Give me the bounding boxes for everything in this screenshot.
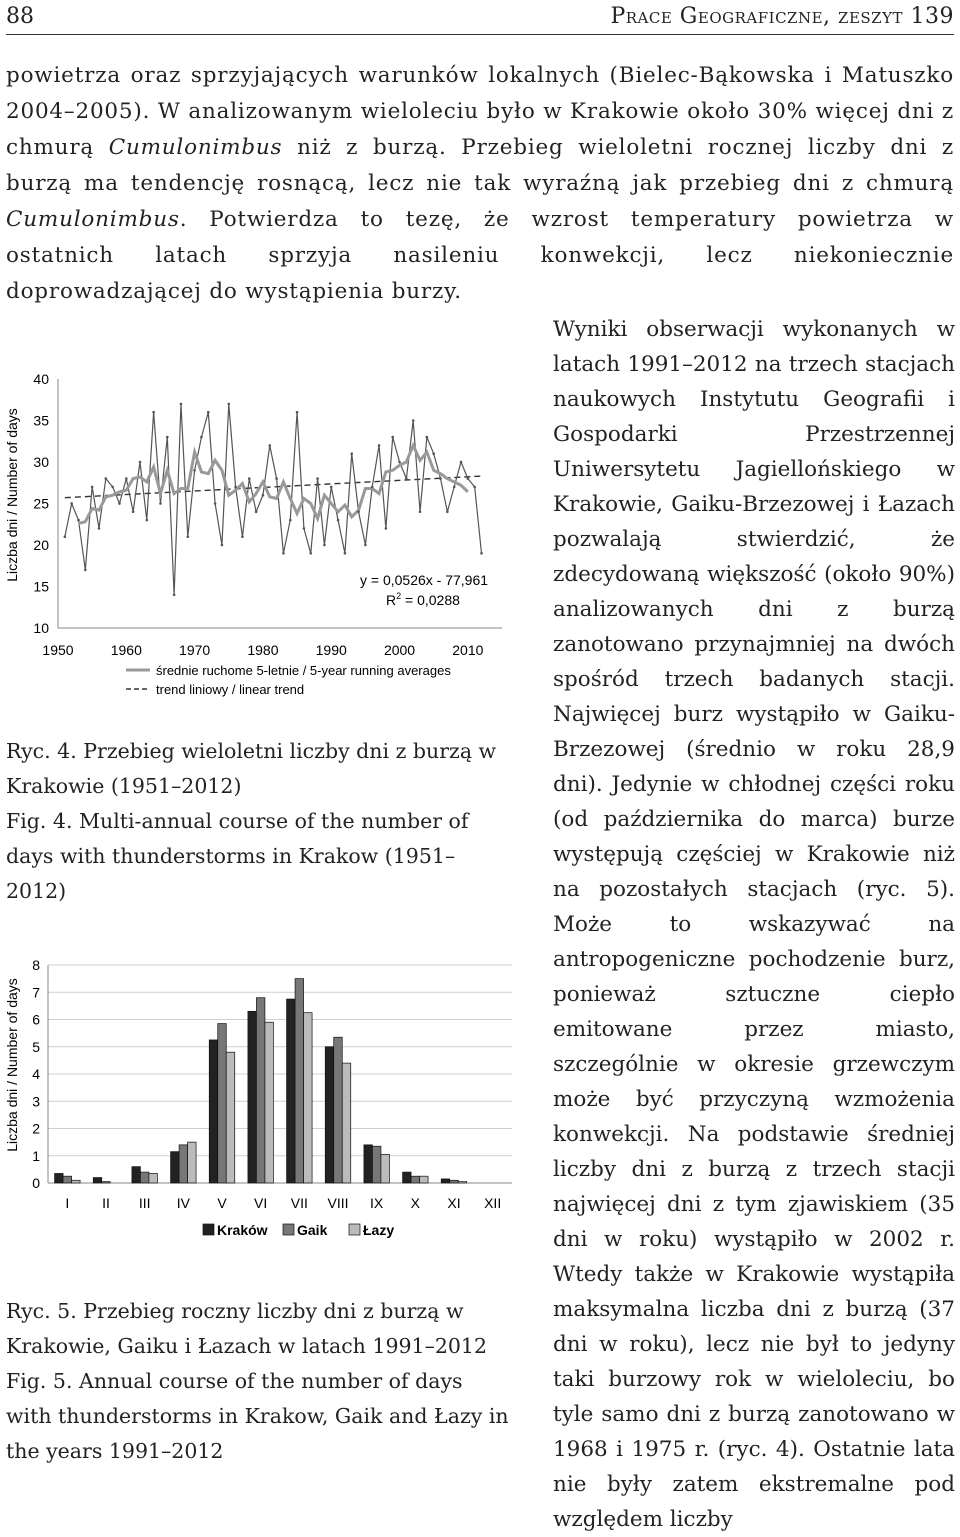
data-point: [309, 552, 312, 555]
bar-kraków: [325, 1047, 334, 1183]
data-point: [303, 527, 306, 530]
x-tick-label: 1960: [110, 642, 142, 658]
data-point: [207, 411, 210, 414]
bar-łazy: [420, 1176, 429, 1183]
bar-łazy: [381, 1154, 390, 1183]
figure-5-bar-chart: [0, 950, 520, 1250]
figure-4-caption-pl: Ryc. 4. Przebieg wieloletni liczby dni z burzą w Krakowie (1951–2012): [6, 739, 497, 798]
legend: [203, 1222, 394, 1238]
y-axis-title: Liczba dni / Number of days: [4, 978, 20, 1152]
x-tick-labels: [65, 1195, 501, 1211]
data-point: [234, 486, 237, 489]
data-point: [289, 519, 292, 522]
y-tick-label: 20: [33, 537, 49, 553]
right-column-text: Wyniki obserwacji wykonanych w latach 1991–2012 na trzech stacjach naukowych Instytutu Geografii i Gospodarki Przestrzennej Uniwersytetu Jagiellońskiego w Krakowie, Gaiku-Brzezowej i Łazach pozwalają stwierdzić, że zdecydowaną większość (około 90%) analizowanych dni z burzą zanotowano przynajmniej na dwóch spośród trzech badanych stacji. Najwięcej burz wystąpiło w Gaiku-Brzezowej (średnio w roku 28,9 dni). Jedynie w chłodnej części roku (od października do marca) burze występują częściej w Krakowie niż na pozostałych stacjach (ryc. 5). Może to wskazywać na antropogeniczne pochodzenie burz, ponieważ sztuczne ciepło emitowane przez miasto, szczególnie w okresie grzewczym może być przyczyną wzmożenia konwekcji. Na podstawie średniej liczby dni z burzą z trzech stacji najwięcej dni z tym zjawiskiem (35 dni w roku) wystąpiło w 2002 r. Wtedy także w Krakowie wystąpiła maksymalna liczba dni z burzą (37 dni w roku), lecz nie był to jedyny taki burzowy rok w wieloleciu, bo tyle samo dni z burzą zanotowano w 1968 i 1975 r. (ryc. 4). Ostatnie lata nie były zatem ekstremalne pod względem liczby: [553, 317, 955, 1532]
cumulonimbus-term: Cumulonimbus: [108, 135, 283, 160]
x-tick-label: IX: [370, 1195, 384, 1211]
bar-łazy: [342, 1063, 351, 1183]
legend-swatch: [203, 1224, 214, 1235]
bar-kraków: [209, 1040, 218, 1183]
r-squared: $R^2 = 0,0288$: [386, 591, 460, 608]
data-point: [275, 477, 278, 480]
bar-łazy: [149, 1173, 158, 1183]
data-point: [152, 411, 155, 414]
x-tick-label: I: [65, 1195, 70, 1211]
journal-title: Prace Geograficzne, zeszyt 139: [610, 4, 954, 29]
y-tick-label: 40: [33, 371, 49, 387]
x-tick-label: III: [138, 1195, 151, 1211]
y-tick-label: 7: [32, 984, 40, 1001]
data-point: [316, 477, 319, 480]
bar-gaik: [256, 998, 265, 1183]
x-tick-label: VIII: [327, 1195, 349, 1211]
data-point: [323, 544, 326, 547]
data-point: [64, 535, 67, 538]
data-point: [180, 403, 183, 406]
data-point: [432, 452, 435, 455]
data-point: [398, 461, 401, 464]
legend-label: Gaik: [297, 1222, 328, 1238]
data-point: [159, 502, 162, 505]
trend-equation: y = 0,0526x - 77,961: [360, 572, 489, 588]
bar-kraków: [364, 1145, 373, 1183]
data-point: [344, 552, 347, 555]
page-number: 88: [6, 4, 34, 29]
bar-łazy: [304, 1013, 313, 1183]
bar-kraków: [287, 999, 296, 1183]
x-tick-label: V: [217, 1195, 227, 1211]
x-tick-label: 1970: [179, 642, 211, 658]
x-tick-label: XI: [447, 1195, 461, 1211]
data-point: [125, 477, 128, 480]
intro-paragraph: powietrza oraz sprzyjających warunków lokalnych (Bielec-Bąkowska i Matuszko 2004–2005). W analizowanym wieloleciu było w Krakowie około 30% więcej dni z chmurą Cumulonimbus niż z burzą. Przebieg wieloletni rocznej liczby dni z burzą ma tendencję rosnącą, lecz nie tak wyraźną jak przebieg dni z chmurą Cumulonimbus. Potwierdza to tezę, że wzrost temperatury powietrza w ostatnich latach sprzyja nasileniu konwekcji, lecz niekoniecznie doprowadzającej do wystąpienia burzy.: [6, 63, 954, 304]
data-point: [84, 569, 87, 572]
data-point: [385, 527, 388, 530]
bar-kraków: [132, 1167, 141, 1183]
data-point: [412, 419, 415, 422]
data-point: [166, 436, 169, 439]
legend-running-average: średnie ruchome 5-letnie / 5-year running averages: [156, 663, 451, 678]
data-point: [282, 552, 285, 555]
figure-4-caption-en: Fig. 4. Multi-annual course of the number of days with thunderstorms in Krakow (1951–2012): [6, 809, 469, 903]
data-point: [364, 544, 367, 547]
y-tick-label: 25: [33, 495, 49, 512]
data-point: [227, 403, 230, 406]
legend-label: Łazy: [363, 1222, 395, 1238]
bar-kraków: [441, 1179, 450, 1183]
data-point: [111, 486, 114, 489]
y-tick-label: 8: [32, 957, 40, 973]
x-tick-label: X: [410, 1195, 421, 1211]
data-point: [371, 486, 374, 489]
data-point: [221, 544, 224, 547]
data-point: [186, 535, 189, 538]
bar-łazy: [226, 1052, 235, 1183]
bar-gaik: [218, 1024, 227, 1183]
bar-gaik: [450, 1180, 459, 1183]
annual-points: [64, 403, 483, 596]
y-tick-label: 6: [32, 1011, 40, 1028]
data-point: [262, 494, 265, 497]
data-point: [337, 519, 340, 522]
bar-gaik: [334, 1037, 343, 1183]
bar-kraków: [403, 1172, 412, 1183]
data-point: [378, 444, 381, 447]
data-point: [439, 477, 442, 480]
data-point: [480, 552, 483, 555]
data-point: [405, 477, 408, 480]
x-tick-label: VII: [290, 1195, 308, 1211]
x-tick-label: VI: [254, 1195, 268, 1211]
bar-łazy: [458, 1182, 467, 1183]
data-point: [77, 519, 80, 522]
data-point: [296, 411, 299, 414]
y-tick-label: 30: [33, 454, 49, 470]
bar-gaik: [63, 1176, 71, 1183]
y-tick-label: 0: [32, 1175, 40, 1191]
x-tick-label: XII: [484, 1195, 502, 1211]
data-point: [173, 594, 176, 597]
bar-kraków: [55, 1173, 64, 1183]
data-point: [255, 511, 258, 514]
y-tick-label: 4: [32, 1066, 40, 1082]
bar-łazy: [188, 1142, 197, 1183]
data-point: [268, 444, 271, 447]
data-point: [105, 477, 108, 480]
annual-series-line: [65, 404, 482, 595]
legend-swatch: [349, 1224, 360, 1235]
bar-gaik: [295, 979, 304, 1183]
legend-trend: trend liniowy / linear trend: [156, 682, 305, 697]
y-tick-labels: [33, 371, 49, 636]
bar-kraków: [248, 1011, 257, 1183]
bar-łazy: [72, 1180, 81, 1183]
bars: [55, 979, 467, 1183]
bar-łazy: [265, 1022, 274, 1183]
data-point: [453, 486, 456, 489]
data-point: [214, 502, 217, 505]
data-point: [193, 469, 196, 472]
x-tick-label: 2010: [452, 642, 484, 658]
data-point: [460, 461, 463, 464]
data-point: [241, 535, 244, 538]
x-tick-label: 1990: [315, 642, 347, 658]
x-tick-label: IV: [176, 1195, 190, 1211]
x-tick-labels: [42, 642, 483, 658]
y-tick-label: 35: [33, 412, 49, 429]
y-axis-title: Liczba dni / Number of days: [4, 408, 20, 582]
bar-kraków: [171, 1152, 180, 1183]
figure-4-caption: [6, 734, 514, 909]
data-point: [473, 486, 476, 489]
y-tick-label: 3: [32, 1093, 40, 1110]
x-tick-label: 2000: [383, 642, 416, 658]
y-tick-label: 2: [32, 1120, 40, 1137]
legend-swatch: [283, 1224, 294, 1235]
data-point: [139, 461, 142, 464]
x-tick-label: 1980: [247, 642, 279, 658]
data-point: [200, 436, 203, 439]
y-tick-label: 1: [32, 1147, 40, 1164]
data-point: [426, 436, 429, 439]
data-point: [330, 486, 333, 489]
grid-lines: [48, 965, 512, 1183]
figure-5-caption-pl: Ryc. 5. Przebieg roczny liczby dni z burzą w Krakowie, Gaiku i Łazach w latach 1991–2012: [6, 1299, 487, 1358]
x-tick-label: II: [102, 1195, 110, 1211]
data-point: [357, 511, 360, 514]
data-point: [419, 511, 422, 514]
data-point: [118, 502, 121, 505]
bar-gaik: [372, 1146, 381, 1183]
legend-label: Kraków: [217, 1222, 268, 1238]
bar-kraków: [93, 1178, 102, 1183]
bar-gaik: [179, 1145, 188, 1183]
bar-gaik: [411, 1176, 420, 1183]
data-point: [248, 477, 251, 480]
x-tick-label: 1950: [42, 642, 74, 658]
bar-gaik: [140, 1172, 149, 1183]
data-point: [467, 477, 470, 480]
y-tick-label: 5: [32, 1038, 40, 1055]
data-point: [91, 486, 94, 489]
figure-4-line-chart: [0, 355, 520, 705]
y-tick-label: 15: [33, 578, 49, 595]
data-point: [70, 502, 73, 505]
y-tick-labels: [32, 957, 40, 1191]
data-point: [132, 511, 135, 514]
data-point: [446, 511, 449, 514]
y-tick-label: 10: [33, 620, 49, 636]
data-point: [146, 519, 149, 522]
data-point: [98, 527, 101, 530]
page-header: [6, 0, 954, 35]
figure-5-caption-en: Fig. 5. Annual course of the number of days with thunderstorms in Krakow, Gaik and Łazy in the years 1991–2012: [6, 1369, 509, 1463]
data-point: [391, 436, 394, 439]
bar-gaik: [102, 1182, 111, 1183]
cumulonimbus-term: Cumulonimbus: [6, 207, 180, 232]
data-point: [350, 452, 353, 455]
figure-5-caption: [6, 1294, 514, 1469]
